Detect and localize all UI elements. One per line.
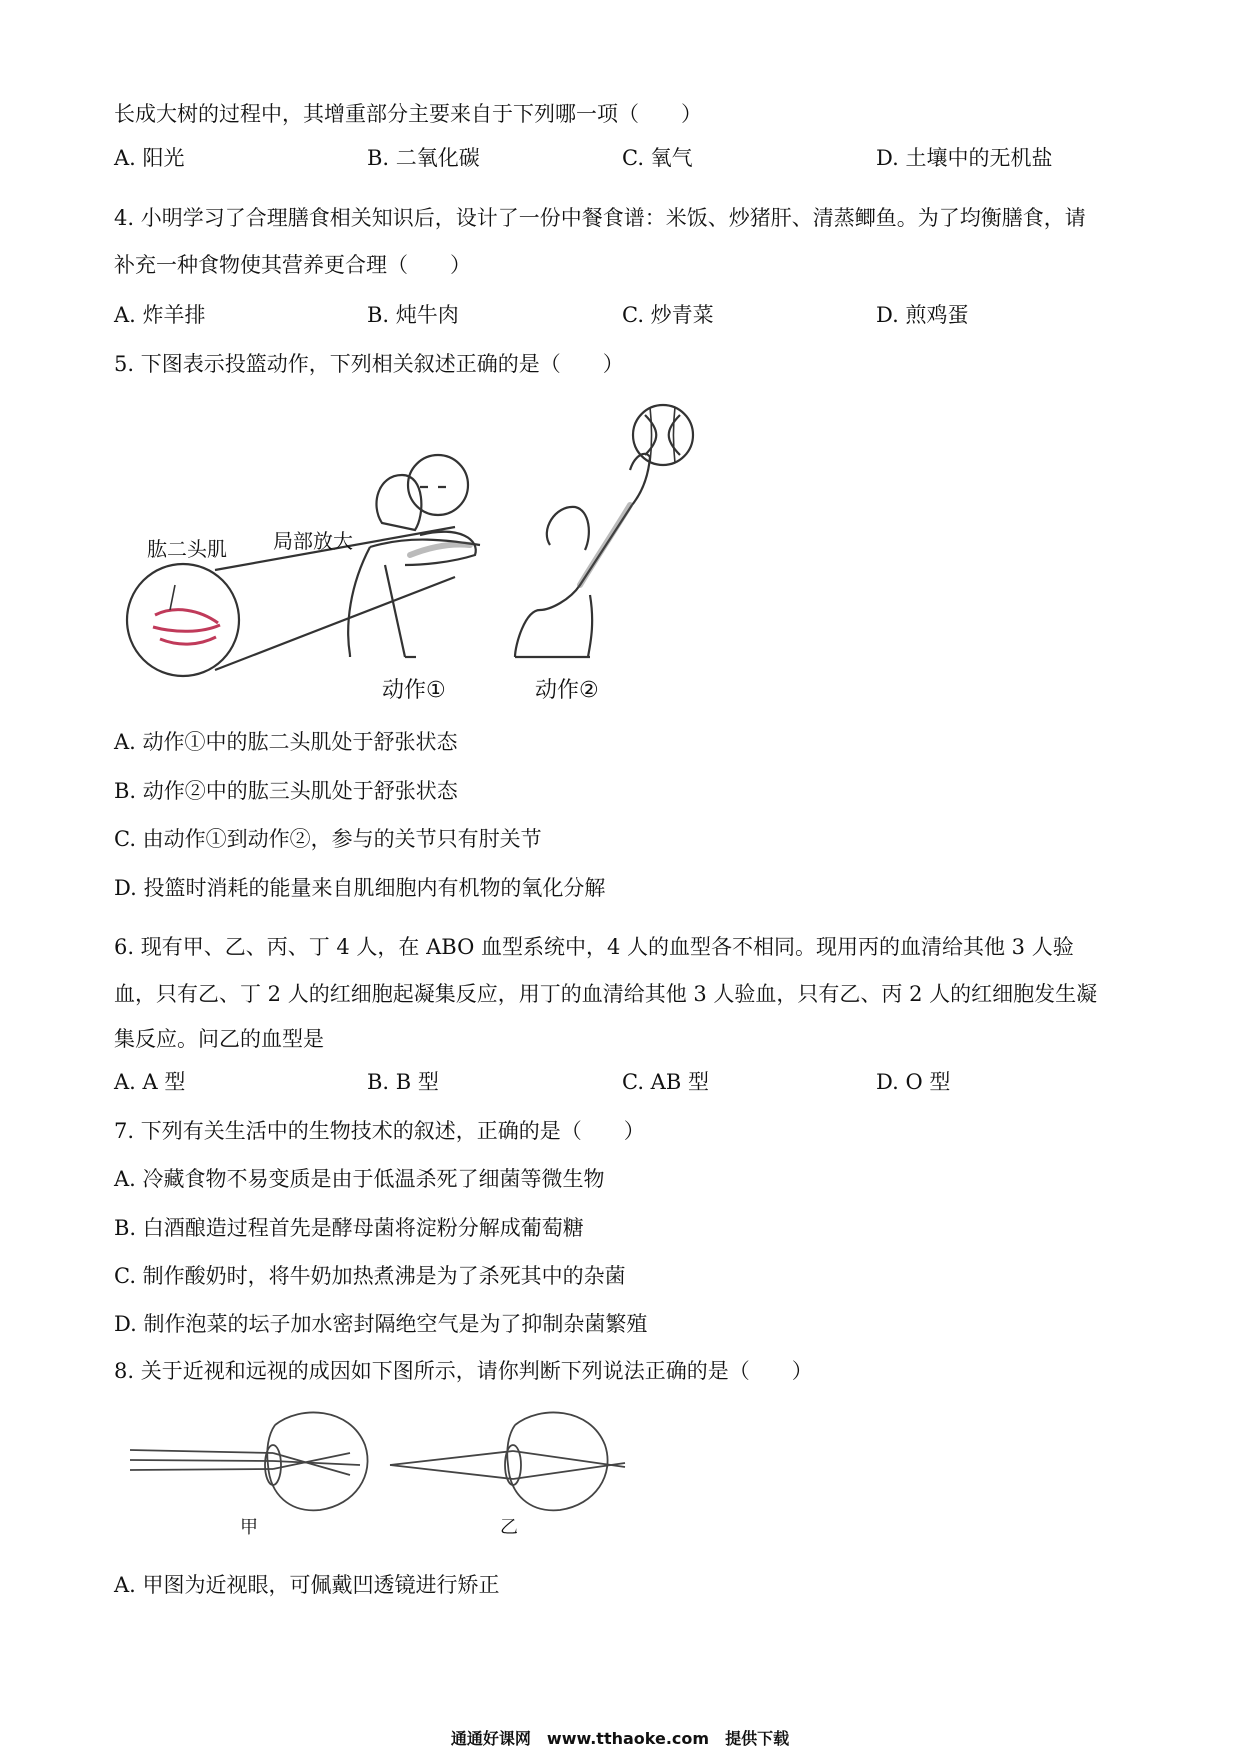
q7-option-a: A. 冷藏食物不易变质是由于低温杀死了细菌等微生物 <box>114 1167 605 1191</box>
q6-option-b: B. B 型 <box>367 1070 439 1094</box>
eye-label-jia: 甲 <box>240 1517 258 1538</box>
biceps-label: 肱二头肌 <box>147 537 227 561</box>
q7-stem: 7. 下列有关生活中的生物技术的叙述，正确的是（ ） <box>114 1119 645 1143</box>
q6-option-d: D. O 型 <box>876 1070 951 1094</box>
q3-stem-tail: 长成大树的过程中，其增重部分主要来自于下列哪一项（ ） <box>114 102 702 126</box>
eye-diagrams <box>130 1405 630 1545</box>
q6-option-c: C. AB 型 <box>622 1070 709 1094</box>
eye-figure <box>130 1405 630 1545</box>
zoom-label: 局部放大 <box>273 529 353 553</box>
eye-label-yi: 乙 <box>500 1517 518 1538</box>
q3-option-d: D. 土壤中的无机盐 <box>876 146 1053 170</box>
q6-stem-line1: 6. 现有甲、乙、丙、丁 4 人，在 ABO 血型系统中，4 人的血型各不相同。现用丙的血清给其他 3 人验 <box>114 935 1074 959</box>
q4-option-d: D. 煎鸡蛋 <box>876 303 969 327</box>
q7-option-c: C. 制作酸奶时，将牛奶加热煮沸是为了杀死其中的杂菌 <box>114 1264 626 1288</box>
q3-option-a: A. 阳光 <box>114 146 185 170</box>
q4-option-c: C. 炒青菜 <box>622 303 714 327</box>
q7-option-b: B. 白酒酿造过程首先是酵母菌将淀粉分解成葡萄糖 <box>114 1216 584 1240</box>
q8-option-a: A. 甲图为近视眼，可佩戴凹透镜进行矫正 <box>114 1573 500 1597</box>
action-2-caption: 动作② <box>535 678 599 703</box>
q8-stem: 8. 关于近视和远视的成因如下图所示，请你判断下列说法正确的是（ ） <box>114 1359 813 1383</box>
q6-stem-line2: 血，只有乙、丁 2 人的红细胞起凝集反应，用丁的血清给其他 3 人验血，只有乙、丙 2 人的红细胞发生凝 <box>114 982 1098 1006</box>
action-1-caption: 动作① <box>382 678 446 703</box>
q4-option-a: A. 炸羊排 <box>114 303 206 327</box>
q5-option-a: A. 动作①中的肱二头肌处于舒张状态 <box>114 730 458 754</box>
q4-stem-line2: 补充一种食物使其营养更合理（ ） <box>114 253 471 277</box>
q3-option-c: C. 氧气 <box>622 146 693 170</box>
q5-option-b: B. 动作②中的肱三头肌处于舒张状态 <box>114 779 458 803</box>
q6-stem-line3: 集反应。问乙的血型是 <box>114 1027 324 1051</box>
q3-option-b: B. 二氧化碳 <box>367 146 480 170</box>
q5-option-c: C. 由动作①到动作②，参与的关节只有肘关节 <box>114 827 542 851</box>
q5-stem: 5. 下图表示投篮动作，下列相关叙述正确的是（ ） <box>114 352 624 376</box>
basketball-figure <box>120 395 700 715</box>
q6-option-a: A. A 型 <box>114 1070 186 1094</box>
q5-option-d: D. 投篮时消耗的能量来自肌细胞内有机物的氧化分解 <box>114 876 606 900</box>
page-footer: 通通好课网 www.tthaoke.com 提供下载 <box>450 1729 790 1748</box>
q4-option-b: B. 炖牛肉 <box>367 303 459 327</box>
q4-stem-line1: 4. 小明学习了合理膳食相关知识后，设计了一份中餐食谱：米饭、炒猪肝、清蒸鲫鱼。为了均衡膳食，请 <box>114 206 1086 230</box>
q7-option-d: D. 制作泡菜的坛子加水密封隔绝空气是为了抑制杂菌繁殖 <box>114 1312 648 1336</box>
